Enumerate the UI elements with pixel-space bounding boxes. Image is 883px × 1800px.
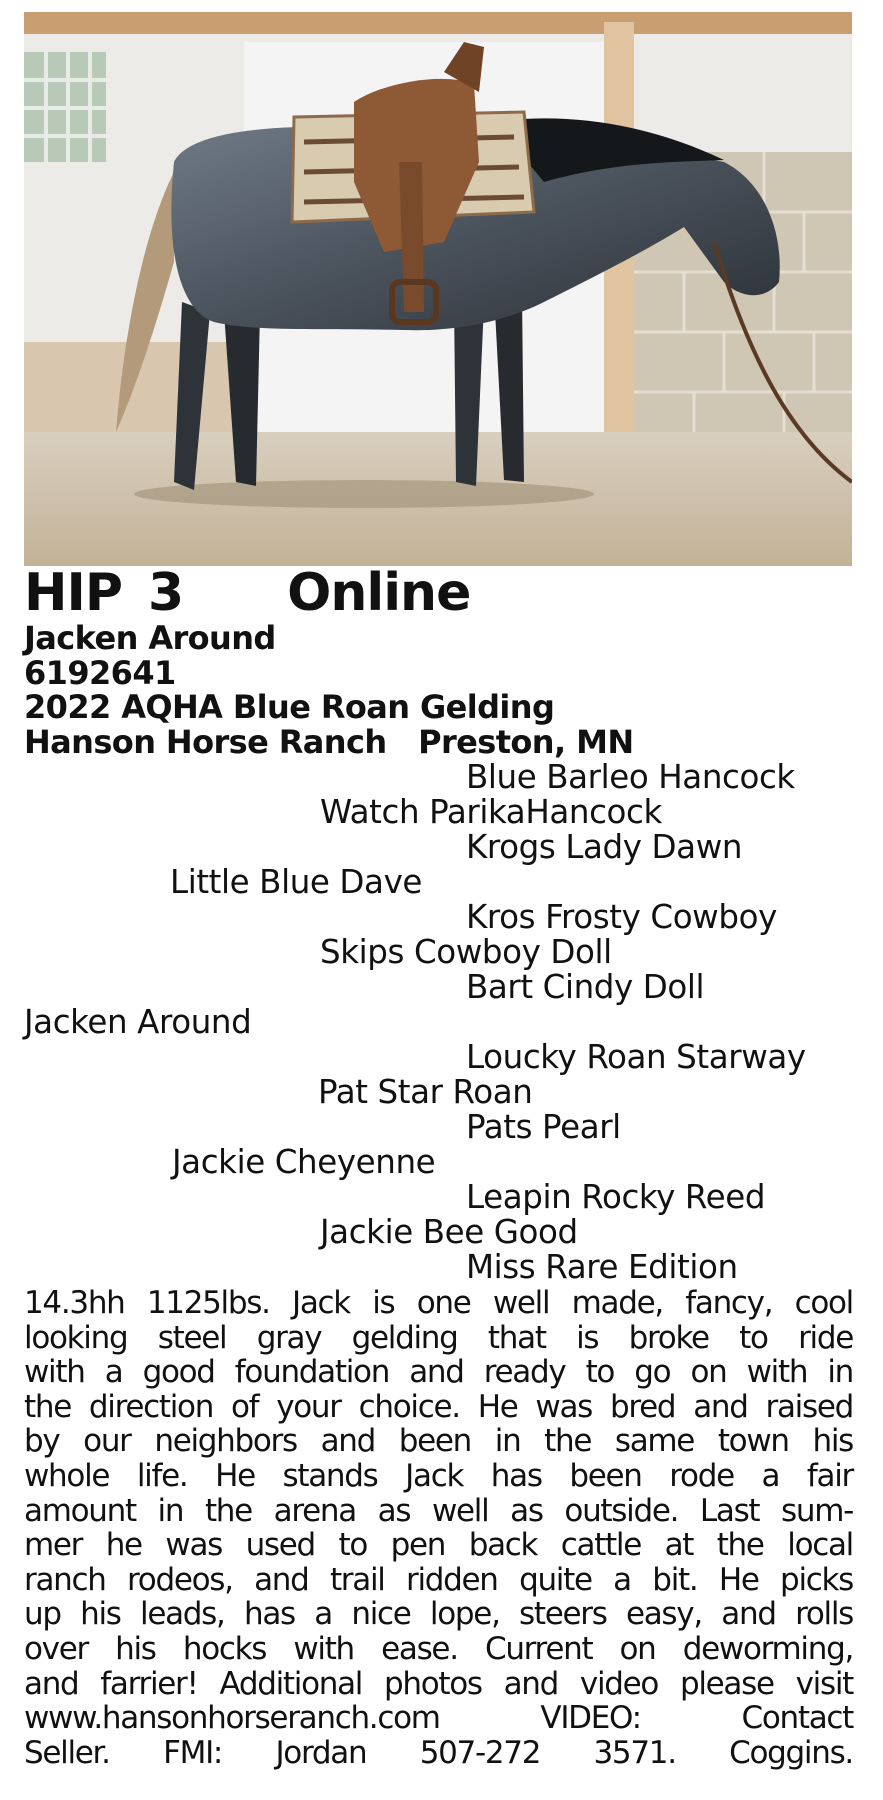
description-line: mer he was used to pen back cattle at the local [24,1527,853,1564]
horse-description [24,1286,853,1770]
pedigree-dam-sire: Pat Star Roan [318,1073,533,1111]
pedigree-sire-sire-dam: Krogs Lady Dawn [466,828,743,866]
hip-header [24,562,470,624]
pedigree-dam-dam-sire: Leapin Rocky Reed [466,1178,766,1216]
description-line: with a good foundation and ready to go on with in [24,1354,853,1391]
hip-number: 3 [147,563,184,623]
pedigree-horse: Jacken Around [24,1003,252,1041]
description-line: 14.3hh 1125lbs. Jack is one well made, fancy, cool [24,1285,853,1321]
pedigree-sire-dam-sire: Kros Frosty Cowboy [466,898,777,936]
registration-number: 6192641 [24,653,176,692]
description-line: www.hansonhorseranch.com VIDEO: Contact [24,1700,853,1737]
consignor: Hanson Horse Ranch Preston, MN [24,722,634,761]
description-line: Seller. FMI: Jordan 507-272 3571. Coggins. [24,1734,853,1771]
pedigree-sire-dam-dam: Bart Cindy Doll [466,968,705,1006]
horse-details: 2022 AQHA Blue Roan Gelding [24,688,555,726]
horse-name: Jacken Around [24,619,276,657]
glass-block-window [24,52,106,162]
description-line: up his leads, has a nice lope, steers easy, and rolls [24,1596,853,1633]
pedigree-dam-dam-dam: Miss Rare Edition [466,1248,738,1286]
sale-type: Online [287,563,471,623]
pedigree-sire-dam: Skips Cowboy Doll [320,933,612,971]
pedigree-sire: Little Blue Dave [170,863,422,901]
pedigree-dam-dam: Jackie Bee Good [320,1213,578,1251]
description-line: looking steel gray gelding that is broke to ride [24,1319,853,1356]
description-line: by our neighbors and been in the same town his [24,1423,853,1460]
description-line: amount in the arena as well as outside. Last sum- [24,1492,853,1529]
description-line: ranch rodeos, and trail ridden quite a bit. He picks [24,1561,853,1598]
description-line: and farrier! Additional photos and video please visit [24,1665,853,1702]
horse-info [24,621,634,759]
description-line: whole life. He stands Jack has been rode a fair [24,1457,853,1494]
hip-label: HIP [24,563,122,623]
pedigree-dam-sire-sire: Loucky Roan Starway [466,1038,806,1076]
horse-photo [24,12,852,566]
pedigree-sire-sire-sire: Blue Barleo Hancock [466,758,795,796]
description-line: over his hocks with ease. Current on deworming, [24,1630,853,1667]
description-line: the direction of your choice. He was bred and raised [24,1388,853,1425]
pedigree-sire-sire: Watch ParikaHancock [320,793,662,831]
pedigree-dam: Jackie Cheyenne [172,1143,436,1181]
pedigree-dam-sire-dam: Pats Pearl [466,1108,621,1146]
